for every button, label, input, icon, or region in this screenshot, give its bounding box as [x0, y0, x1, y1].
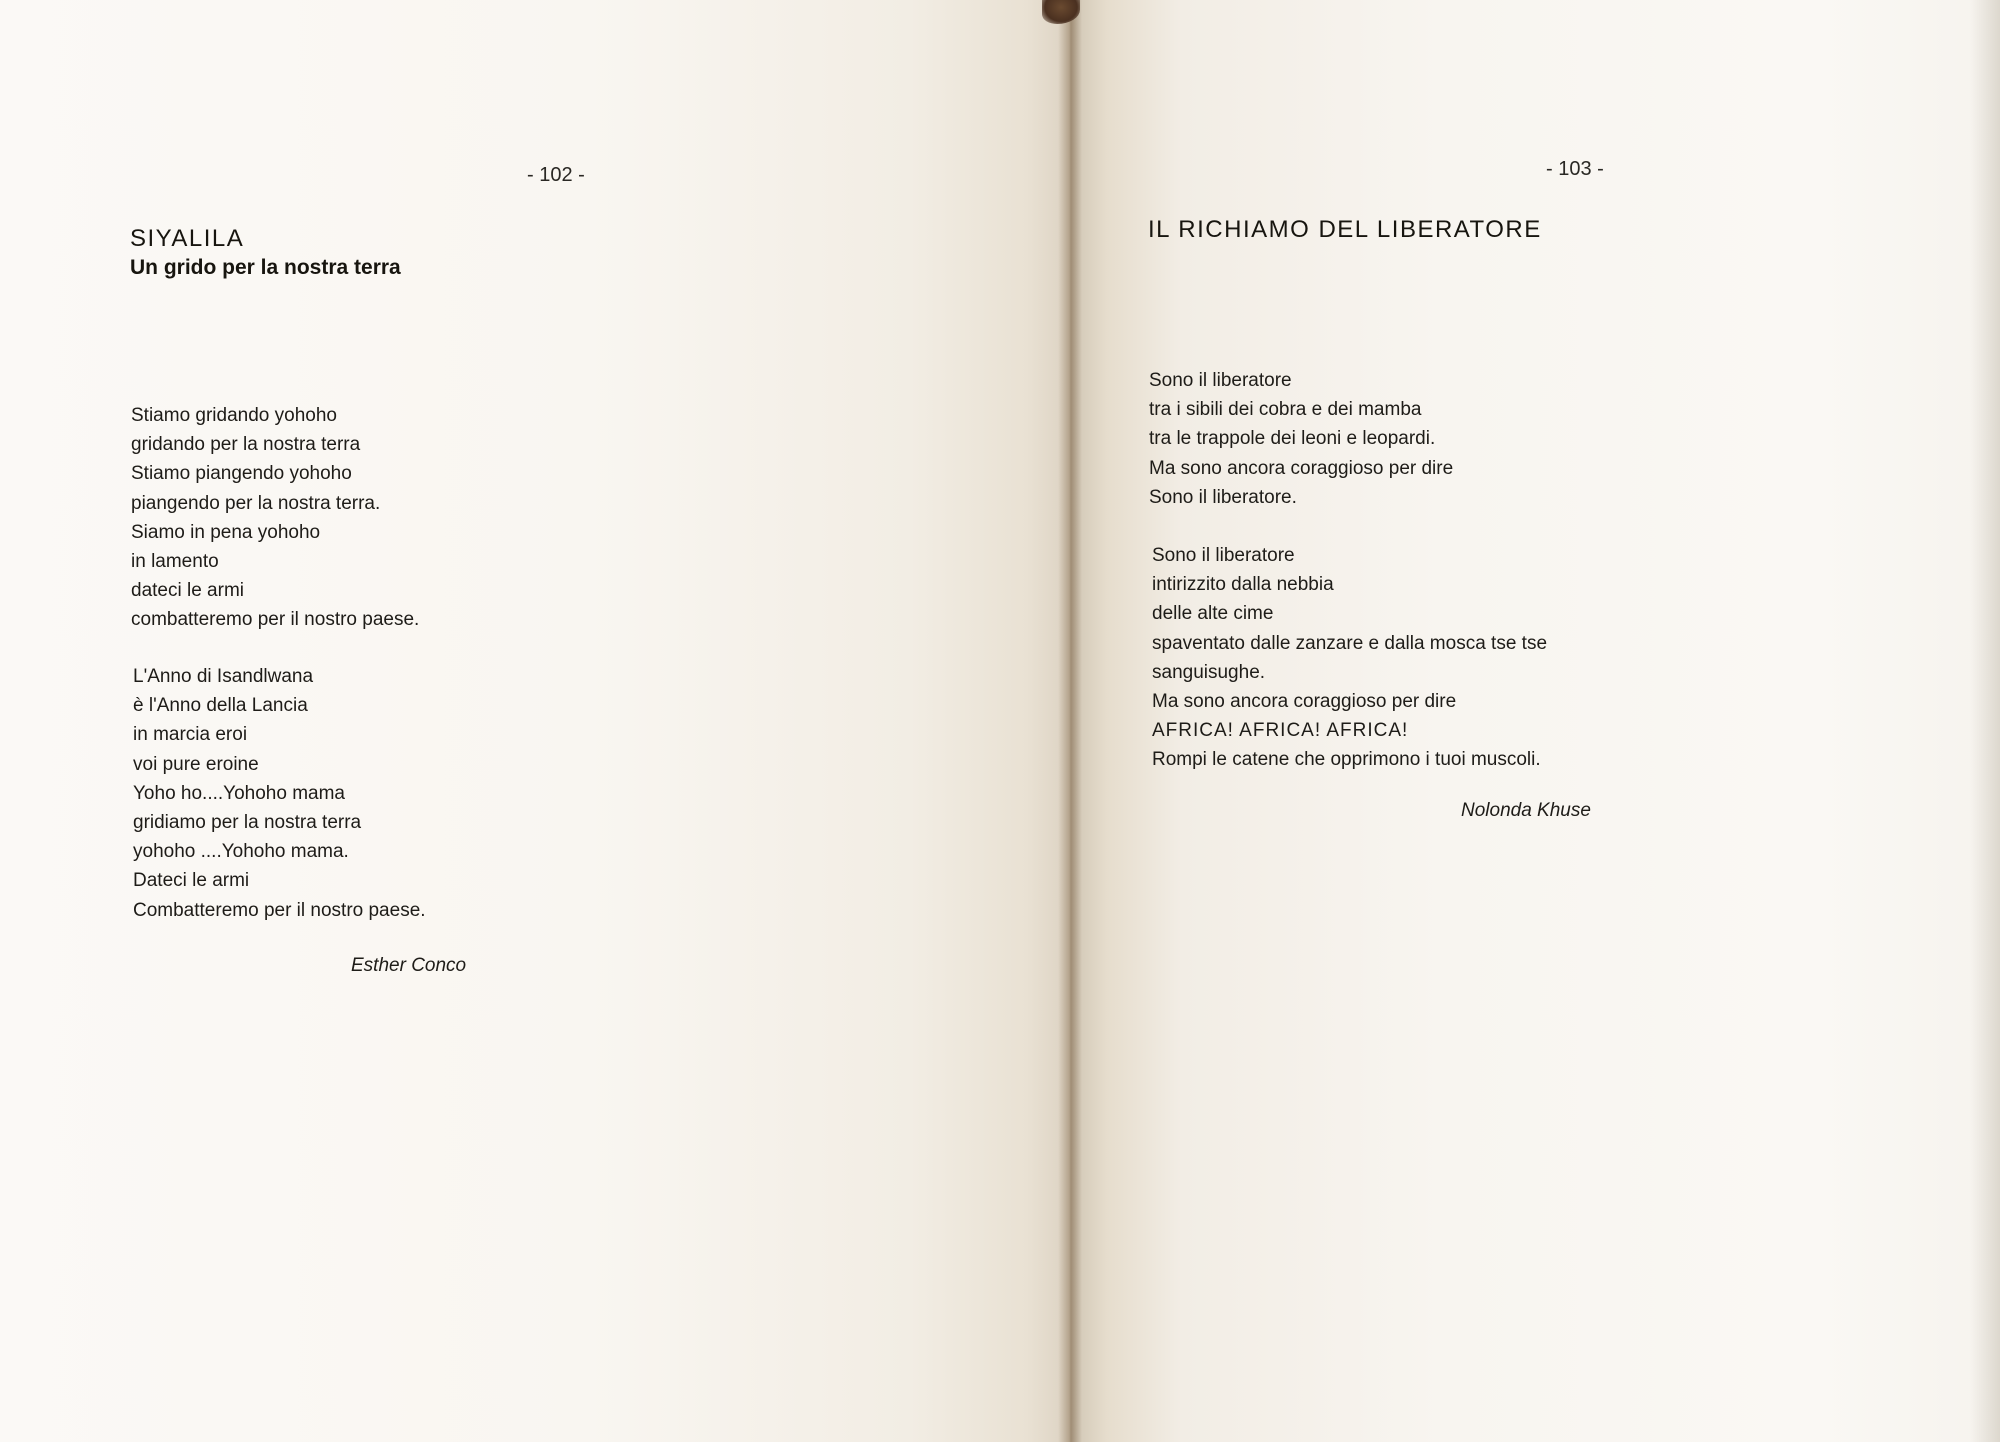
verse-line: Sono il liberatore.	[1149, 486, 1297, 508]
verse-line: voi pure eroine	[133, 753, 259, 775]
poem-title-left: SIYALILA	[130, 225, 245, 252]
verse-line: AFRICA! AFRICA! AFRICA!	[1152, 720, 1409, 742]
verse-line: gridando per la nostra terra	[131, 434, 361, 456]
verse-line: combatteremo per il nostro paese.	[131, 609, 420, 631]
book-gutter	[1058, 0, 1082, 1442]
verse-line: è l'Anno della Lancia	[133, 695, 308, 717]
verse-line: in marcia eroi	[133, 724, 248, 746]
verse-line: yohoho ....Yohoho mama.	[133, 841, 349, 863]
verse-line: Sono il liberatore	[1149, 370, 1292, 391]
stanza-left-1	[131, 401, 419, 635]
page-number-left: - 102 -	[527, 164, 585, 186]
verse-line: dateci le armi	[131, 580, 244, 602]
stanza-right-1	[1149, 366, 1453, 512]
verse-line: in lamento	[131, 550, 219, 572]
poem-author-left: Esther Conco	[351, 955, 467, 976]
verse-line: spaventato dalle zanzare e dalla mosca tse tse	[1152, 632, 1548, 654]
poem-subtitle-left: Un grido per la nostra terra	[130, 256, 401, 279]
verse-line: intirizzito dalla nebbia	[1152, 574, 1334, 596]
verse-line: Combatteremo per il nostro paese.	[133, 899, 426, 921]
verse-line: Sono il liberatore	[1152, 545, 1295, 566]
verse-line: sanguisughe.	[1152, 661, 1266, 683]
poem-title-right: IL RICHIAMO DEL LIBERATORE	[1148, 216, 1542, 243]
poem-author-right: Nolonda Khuse	[1461, 800, 1591, 821]
verse-line: Stiamo gridando yohoho	[131, 405, 337, 426]
verse-line: piangendo per la nostra terra.	[131, 492, 381, 514]
verse-line: Dateci le armi	[133, 870, 250, 892]
verse-line: gridiamo per la nostra terra	[133, 811, 362, 833]
verse-line: Rompi le catene che opprimono i tuoi muscoli.	[1152, 749, 1541, 771]
verse-line: Yoho ho....Yohoho mama	[133, 782, 345, 804]
verse-line: tra i sibili dei cobra e dei mamba	[1149, 399, 1422, 421]
page-number-right: - 103 -	[1546, 158, 1604, 180]
stanza-right-2	[1152, 541, 1547, 775]
verse-line: Siamo in pena yohoho	[131, 521, 321, 543]
verse-line: Stiamo piangendo yohoho	[131, 463, 352, 485]
stanza-left-2	[133, 662, 426, 925]
verse-line: tra le trappole dei leoni e leopardi.	[1149, 428, 1436, 450]
page-edge	[1970, 0, 2000, 1442]
verse-line: delle alte cime	[1152, 603, 1274, 625]
verse-line: L'Anno di Isandlwana	[133, 666, 314, 687]
verse-line: Ma sono ancora coraggioso per dire	[1149, 457, 1454, 479]
verse-line: Ma sono ancora coraggioso per dire	[1152, 690, 1457, 712]
